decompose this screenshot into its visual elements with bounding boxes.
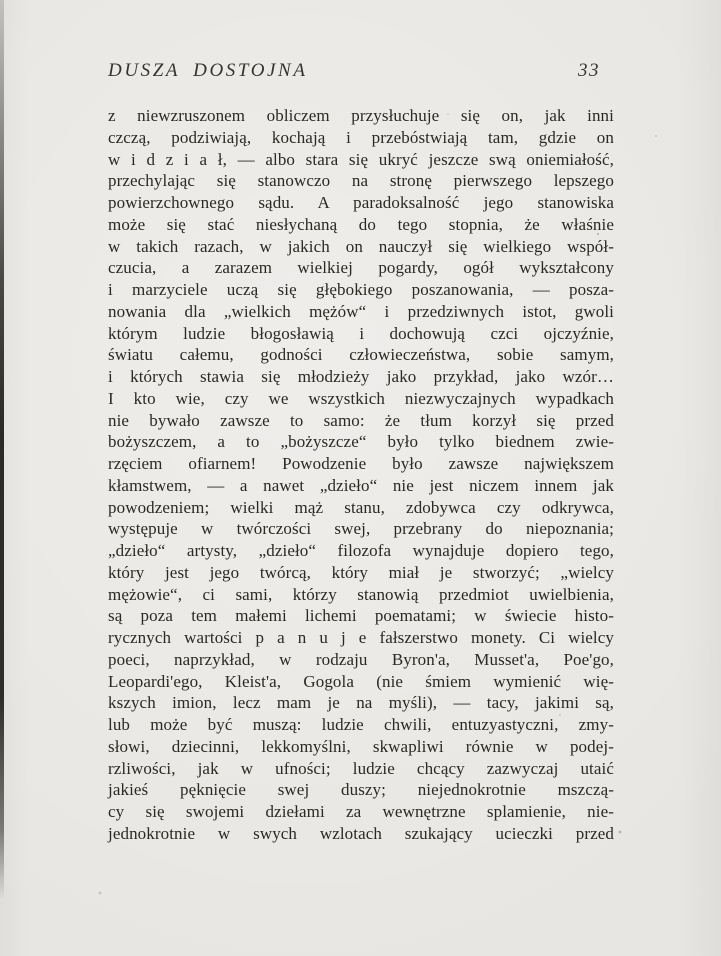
text-line: czczą, podziwiają, kochają i przebóstwiają tam, gdzie on — [108, 127, 614, 147]
text-line: nie bywało zawsze to samo: że tłum korzył się przed — [108, 410, 614, 430]
text-line: kłamstwem, — a nawet „dzieło“ nie jest niczem innem jak — [108, 475, 614, 495]
text-line: i których stawia się młodzieży jako przykład, jako wzór… — [108, 367, 614, 386]
text-line: którym ludzie błogosławią i dochowują czci ojczyźnie, — [108, 323, 614, 343]
text-line: kszych imion, lecz mam je na myśli), — tacy, jakimi są, — [108, 693, 614, 713]
text-line: rzęciem ofiarnem! Powodzenie było zawsze największem — [108, 454, 614, 473]
text-line: w takich razach, w jakich on nauczył się wielkiego współ- — [108, 236, 614, 256]
text-line: bożyszczem, a to „bożyszcze“ było tylko biednem zwie- — [108, 432, 614, 452]
text-line: poeci, naprzykład, w rodzaju Byron'a, Musset'a, Poe'go, — [108, 649, 614, 669]
text-line: i marzyciele uczą się głębokiego poszanowania, — posza- — [108, 280, 614, 299]
text-line: czucia, a zarazem wielkiej pogardy, ogół wykształcony — [108, 258, 614, 278]
text-line: cy się swojemi dziełami za wewnętrzne splamienie, nie- — [108, 802, 614, 821]
text-line: rzliwości, jak w ufności; ludzie chcący zazwyczaj utaić — [108, 758, 614, 778]
text-line: powierzchownego sądu. A paradoksalność jego stanowiska — [108, 193, 614, 212]
text-line: w i d z i a ł, — albo stara się ukryć jeszcze swą oniemiałość, — [108, 149, 614, 169]
text-line: przechylając się stanowczo na stronę pierwszego lepszego — [108, 171, 614, 191]
text-line: Leopardi'ego, Kleist'a, Gogola (nie śmiem wymienić wię- — [108, 671, 614, 691]
text-line: są poza tem małemi lichemi poematami; w świecie histo- — [108, 606, 614, 626]
text-line: I kto wie, czy we wszystkich niezwyczajnych wypadkach — [108, 388, 614, 408]
scan-edge-shadow — [0, 0, 4, 900]
text-line: jednokrotnie w swych wzlotach szukający ucieczki przed — [108, 823, 614, 843]
text-line: mężowie“, ci sami, którzy stanowią przedmiot uwielbienia, — [108, 584, 614, 604]
body-text-block — [108, 105, 614, 845]
text-line: jakieś pęknięcie swej duszy; niejednokrotnie mszczą- — [108, 780, 614, 800]
text-line: powodzeniem; wielki mąż stanu, zdobywca czy odkrywca, — [108, 497, 614, 517]
text-line: który jest jego twórcą, który miał je stworzyć; „wielcy — [108, 562, 614, 582]
text-line: występuje w twórczości swej, przebrany do niepoznania; — [108, 519, 614, 539]
text-line: może się stać niesłychaną do tego stopnia, że właśnie — [108, 214, 614, 234]
text-line: lub może być muszą: ludzie chwili, entuzyastyczni, zmy- — [108, 715, 614, 734]
running-header-title: DUSZA DOSTOJNA — [108, 60, 308, 81]
text-line: rycznych wartości p a n u j e fałszerstwo monety. Ci wielcy — [108, 628, 614, 647]
paper-speckles — [597, 233, 599, 235]
text-line: światu całemu, godności człowieczeństwa, sobie samym, — [108, 345, 614, 365]
text-line: słowi, dziecinni, lekkomyślni, skwapliwi równie w podej- — [108, 736, 614, 756]
text-line: z niewzruszonem obliczem przysłuchuje się on, jak inni — [108, 106, 614, 125]
page-header — [108, 60, 614, 82]
text-line: „dzieło“ artysty, „dzieło“ filozofa wynajduje dopiero tego, — [108, 541, 614, 560]
text-line: nowania dla „wielkich mężów“ i przedziwnych istot, gwoli — [108, 301, 614, 321]
page-number: 33 — [578, 60, 600, 81]
